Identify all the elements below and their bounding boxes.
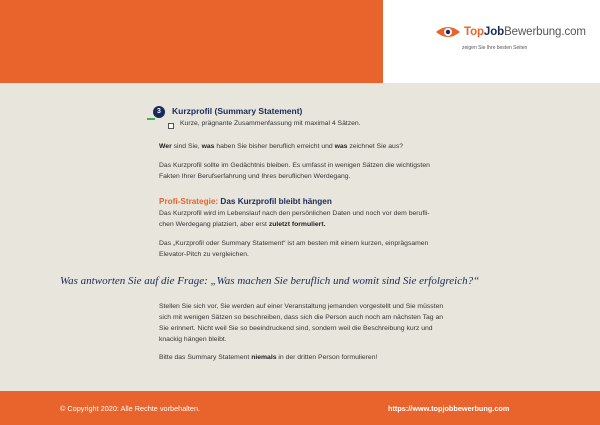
paragraph-placement: Das Kurzprofil wird im Lebenslauf nach den persönlichen Daten und noch vor dem berufli- chen Werdegang platziert, aber erst zuletzt formuliert.	[159, 210, 430, 228]
step-number-badge: 3	[153, 106, 165, 118]
paragraph-third-person: Bitte das Summary Statement niemals in der dritten Person formulieren!	[159, 354, 378, 361]
copyright-text: © Copyright 2020: Alle Rechte vorbehalten.	[60, 404, 201, 413]
paragraph-elevator-pitch: Das „Kurzprofil oder Summary Statement“ ist am besten mit einem kurzen, einprägsamen Elevator-Pitch zu vergleichen.	[159, 240, 429, 258]
checkbox-bullet-icon	[168, 123, 174, 129]
brand-tagline: zeigen Sie Ihre besten Seiten	[462, 45, 528, 51]
green-accent-mark	[147, 118, 155, 120]
paragraph-memory: Das Kurzprofil sollte im Gedächtnis bleiben. Es umfasst in wenigen Sätzen die wichtigsten Fakten Ihrer Berufserfahrung und Ihres beruflichen Werdegang.	[159, 162, 430, 180]
bullet-text: Kurze, prägnante Zusammenfassung mit maximal 4 Sätzen.	[180, 120, 361, 127]
strategy-heading: Profi-Strategie: Das Kurzprofil bleibt hängen	[159, 197, 332, 206]
eye-logo-icon	[435, 25, 461, 39]
brand-name: TopJobBewerbung.com	[464, 26, 586, 38]
section-title: Kurzprofil (Summary Statement)	[172, 106, 303, 116]
footer	[0, 391, 600, 425]
intro-question: Wer sind Sie, was haben Sie bisher beruflich erreicht und was zeichnet Sie aus?	[159, 143, 403, 150]
logo[interactable]	[435, 25, 586, 39]
paragraph-scenario: Stellen Sie sich vor, Sie werden auf einer Veranstaltung jemanden vorgestellt und Sie müssten sich mit wenigen Sätzen so beschreiben, dass sich die Person auch noch am nächsten Tag an Sie erinnert. Nicht weil Sie so beeindruckend sind, sondern weil die Beschreibung kurz und knackig hängen bleibt.	[159, 303, 444, 343]
quote-question: Was antworten Sie auf die Frage: „Was machen Sie beruflich und womit sind Sie erfolgreich?“	[60, 275, 480, 287]
website-link[interactable]: https://www.topjobbewerbung.com	[388, 404, 510, 413]
header-band	[0, 0, 383, 83]
logo-box	[383, 0, 600, 83]
